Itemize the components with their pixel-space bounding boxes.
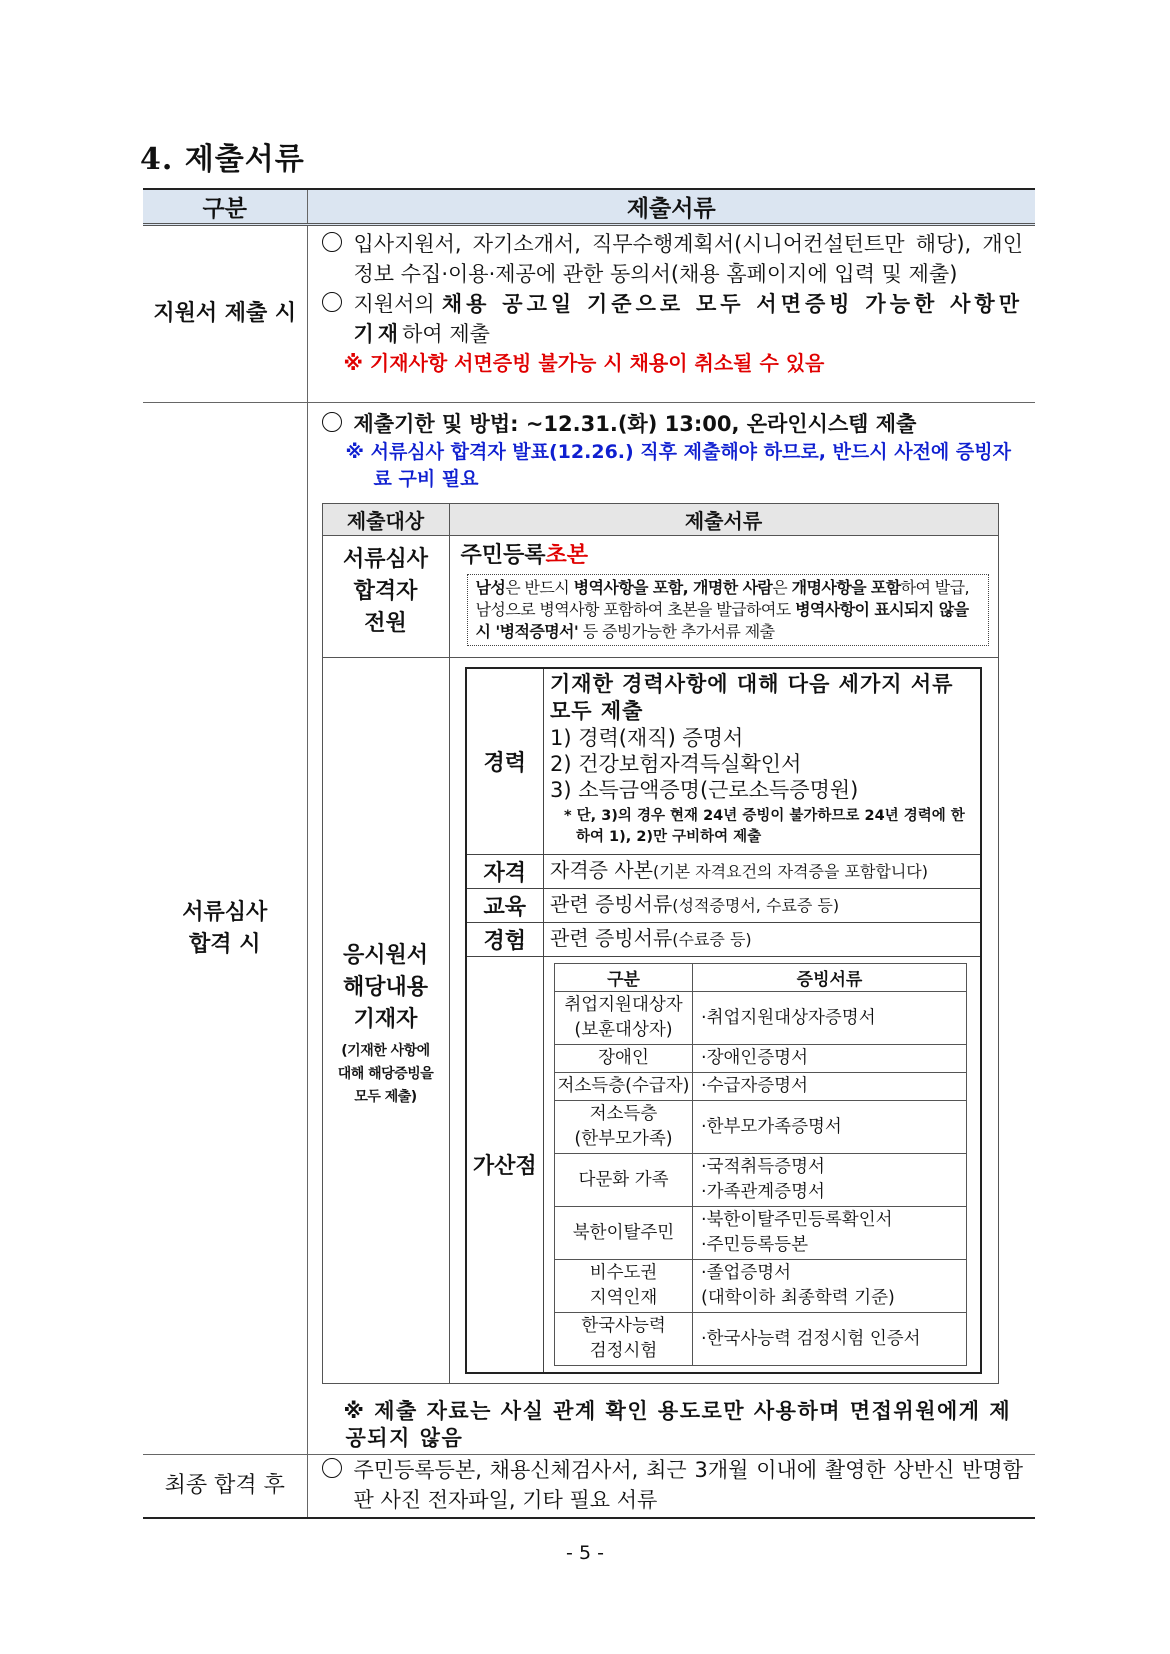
evidence-table: [465, 667, 982, 1374]
career-note: * 단, 3)의 경우 현재 24년 증빙이 불가하므로 24년 경력에 한하여 1), 2)만 구비하여 제출: [564, 808, 965, 845]
list-item: 주민등록등본, 채용신체검사서, 최근 3개월 이내에 촬영한 상반신 반명함판 사진 전자파일, 기타 필요 서류: [308, 1455, 1036, 1515]
table-row: [555, 1073, 967, 1101]
circle-bullet-icon: [322, 292, 342, 312]
evidence-row-experience: 경험 관련 증빙서류(수료증 등): [466, 923, 981, 957]
header-category: 구분: [143, 189, 307, 225]
target-all-passed: 서류심사 합격자 전원: [322, 536, 449, 658]
bonus-category: 취업지원대상자 (보훈대상자): [555, 992, 693, 1045]
career-doc-3: 3) 소득금액증명(근로소득증명원): [550, 778, 859, 802]
row-label-apply: 지원서 제출 시: [143, 225, 307, 403]
bonus-document: ·한국사능력 검정시험 인증서: [693, 1313, 967, 1366]
bonus-category: 저소득층 (한부모가족): [555, 1101, 693, 1154]
evidence-row-bonus: 가산점 구분 증빙서류 취업지원대상자 (보훈대상자) ·취업지원대상자증명서 장애인 ·장애인증명서 저소득층(수급자) ·수급자증명서 저소득층 (한부모가족) ·한부모가족증명서 다문화 가족 ·국적취득증명서 ·가족관계증명서 북한이탈주민 ·북한이탈주민등록확인서 ·주민등록등본 비수도권 지역인재 ·졸업증명서 (대학이하 최종학력 기준) 한국사능력 검정시험 ·한국사능력 검정시험 인증서: [466, 957, 981, 1374]
military-record-note: 남성은 반드시 병역사항을 포함, 개명한 사람은 개명사항을 포함하여 발급, 남성으로 병역사항 포함하여 초본을 발급하여도 병역사항이 표시되지 않을 시 '병적증명서' 등 증빙가능한 추가서류 제출: [467, 574, 989, 646]
warning-note: ※ 기재사항 서면증빙 불가능 시 채용이 취소될 수 있음: [343, 351, 825, 375]
circle-bullet-icon: [322, 232, 342, 252]
row-label-document-pass: 서류심사 합격 시: [143, 403, 307, 1455]
career-label: 경력: [466, 668, 544, 855]
resident-abstract-doc: 주민등록초본: [460, 543, 589, 568]
list-item: 지원서의 채용 공고일 기준으로 모두 서면증빙 가능한 사항만 기재하여 제출: [308, 289, 1036, 349]
usage-footnote: ※ 제출 자료는 사실 관계 확인 용도로만 사용하며 면접위원에게 제공되지 않음: [343, 1399, 1012, 1450]
bonus-document: ·졸업증명서 (대학이하 최종학력 기준): [693, 1260, 967, 1313]
deadline-item: 제출기한 및 방법: ~12.31.(화) 13:00, 온라인시스템 제출: [308, 409, 1036, 439]
table-row: [555, 1101, 967, 1154]
table-row: [555, 992, 967, 1045]
table-row-document-pass: [143, 403, 1035, 1455]
bonus-document: ·북한이탈주민등록확인서 ·주민등록등본: [693, 1207, 967, 1260]
evidence-row-career: 경력 기재한 경력사항에 대해 다음 세가지 서류 모두 제출 1) 경력(재직) 증명서 2) 건강보험자격득실확인서 3) 소득금액증명(근로소득증명원) * 단, 3)의 경우 현재 24년 증빙이 불가하므로 24년 경력에 한하여 1), 2)만 구비하여 제출: [466, 668, 981, 855]
bonus-document: ·국적취득증명서 ·가족관계증명서: [693, 1154, 967, 1207]
bonus-category: 한국사능력 검정시험: [555, 1313, 693, 1366]
table-row: [555, 1260, 967, 1313]
table-row: [555, 1207, 967, 1260]
bonus-document: ·한부모가족증명서: [693, 1101, 967, 1154]
header-documents: 제출서류: [307, 189, 1035, 225]
table-row: [555, 1154, 967, 1207]
inner-header-documents: 제출서류: [449, 504, 998, 536]
table-row-final: [143, 1455, 1035, 1519]
bonus-category: 북한이탈주민: [555, 1207, 693, 1260]
table-row-apply: [143, 225, 1035, 403]
circle-bullet-icon: [322, 412, 342, 432]
table-row: [555, 1045, 967, 1073]
target-filled: 응시원서 해당내용 기재자 (기재한 사항에 대해 해당증빙을 모두 제출): [322, 658, 449, 1384]
bonus-category: 다문화 가족: [555, 1154, 693, 1207]
required-documents-table: [322, 503, 999, 1384]
inner-header-target: 제출대상: [322, 504, 449, 536]
career-doc-1: 1) 경력(재직) 증명서: [550, 726, 744, 750]
row-label-final: 최종 합격 후: [143, 1455, 307, 1519]
bonus-document: ·장애인증명서: [693, 1045, 967, 1073]
circle-bullet-icon: [322, 1458, 342, 1478]
filled-items-row: [322, 658, 998, 1384]
bonus-document: ·수급자증명서: [693, 1073, 967, 1101]
bonus-category: 저소득층(수급자): [555, 1073, 693, 1101]
section-title: 4. 제출서류: [140, 142, 305, 177]
all-passed-row: [322, 536, 998, 658]
bonus-category: 비수도권 지역인재: [555, 1260, 693, 1313]
page-number: - 5 -: [566, 1542, 604, 1564]
notice-blue: ※ 서류심사 합격자 발표(12.26.) 직후 제출해야 하므로, 반드시 사전에 증빙자료 구비 필요: [345, 441, 1011, 490]
table-row: [555, 1313, 967, 1366]
bonus-points-table: 구분 증빙서류 취업지원대상자 (보훈대상자) ·취업지원대상자증명서 장애인 ·장애인증명서 저소득층(수급자) ·수급자증명서 저소득층 (한부모가족) ·한부모가족증명서 다문화 가족 ·국적취득증명서 ·가족관계증명서 북한이탈주민 ·북한이탈주민등록확인서 ·주민등록등본 비수도권 지역인재 ·졸업증명서 (대학이하 최종학력 기준) 한국사능력 검정시험 ·한국사능력 검정시험 인증서: [554, 963, 967, 1366]
career-doc-2: 2) 건강보험자격득실확인서: [550, 752, 802, 776]
submission-documents-table: [143, 188, 1035, 1519]
bonus-document: ·취업지원대상자증명서: [693, 992, 967, 1045]
list-item: 입사지원서, 자기소개서, 직무수행계획서(시니어컨설턴트만 해당), 개인정보 수집·이용·제공에 관한 동의서(채용 홈페이지에 입력 및 제출): [308, 229, 1036, 289]
bonus-category: 장애인: [555, 1045, 693, 1073]
evidence-row-certificate: 자격 자격증 사본(기본 자격요건의 자격증을 포함합니다): [466, 855, 981, 889]
table-header-row: [143, 189, 1035, 225]
evidence-row-education: 교육 관련 증빙서류(성적증명서, 수료증 등): [466, 889, 981, 923]
